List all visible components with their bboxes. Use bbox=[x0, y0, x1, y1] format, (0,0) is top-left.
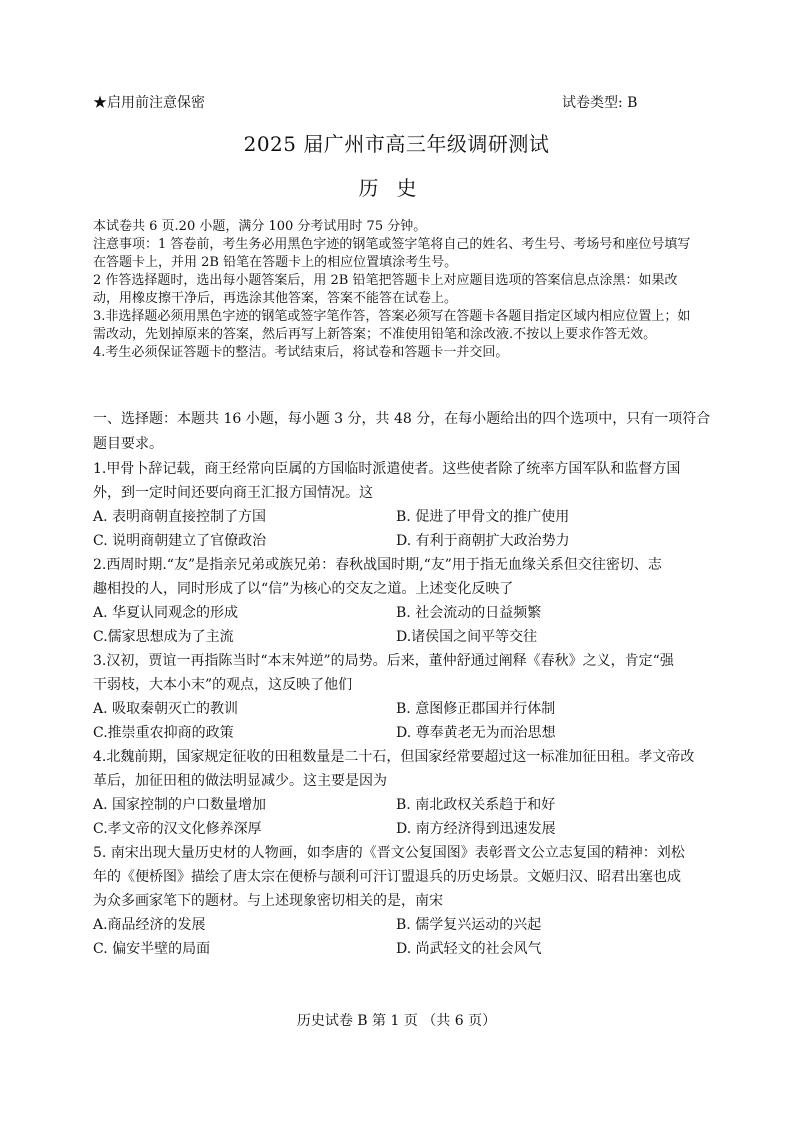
question-1-option-a: A. 表明商朝直接控制了方国 bbox=[93, 509, 267, 525]
question-5-option-b: B. 儒学复兴运动的兴起 bbox=[396, 917, 542, 933]
question-5-stem: 年的《便桥图》描绘了唐太宗在便桥与颉利可汗订盟退兵的历史场景。文姬归汉、昭君出塞也成 bbox=[93, 869, 681, 885]
question-2-option-b: B. 社会流动的日益频繁 bbox=[396, 605, 542, 621]
question-4-stem: 革后，加征田租的做法明显减少。这主要是因为 bbox=[93, 773, 387, 789]
question-3-stem: 干弱枝，大本小末”的观点，这反映了他们 bbox=[93, 677, 353, 693]
question-2-stem: 2.西周时期.“友”是指亲兄弟或族兄弟：春秋战国时期,“友”用于指无血缘关系但交往密切、志 bbox=[93, 557, 662, 573]
question-3-option-a: A. 吸取秦朝灭亡的教训 bbox=[93, 701, 239, 717]
question-3-stem: 3.汉初，贾谊一再指陈当时“本末舛逆”的局势。后来，董仲舒通过阐释《春秋》之义，肯定“强 bbox=[93, 653, 674, 669]
question-5-option-a: A.商品经济的发展 bbox=[93, 917, 206, 933]
question-3-option-c: C.推崇重农抑商的政策 bbox=[93, 725, 234, 741]
question-4-stem: 4.北魏前期，国家规定征收的田租数量是二十石，但国家经常要超过这一标准加征田租。孝文帝改 bbox=[93, 749, 695, 765]
question-4-option-a: A. 国家控制的户口数量增加 bbox=[93, 797, 267, 813]
question-5-option-c: C. 偏安半壁的局面 bbox=[93, 941, 211, 957]
question-3-option-d: D. 尊奉黄老无为而治思想 bbox=[396, 725, 556, 741]
question-5-stem: 为众多画家笔下的题材。与上述现象密切相关的是，南宋 bbox=[93, 893, 443, 909]
question-5-option-d: D. 尚武轻文的社会风气 bbox=[396, 941, 542, 957]
question-1-option-b: B. 促进了甲骨文的推广使用 bbox=[396, 509, 570, 525]
instruction-line: 4.考生必须保证答题卡的整洁。考试结束后，将试卷和答题卡一并交回。 bbox=[93, 345, 509, 360]
instruction-line: 3.非选择题必须用黑色字迹的钢笔或签字笔作答，答案必须写在答题卡各题目指定区域内相应位置上；如需改动，先划掉原来的答案，然后再写上新答案；不准使用铅笔和涂改液.不按以上要求作答无效。 bbox=[93, 309, 691, 342]
question-2-stem: 趣相投的人，同时形成了以“信”为核心的交友之道。上述变化反映了 bbox=[93, 581, 514, 597]
exam-instructions bbox=[93, 218, 703, 362]
question-1-option-d: D. 有利于商朝扩大政治势力 bbox=[396, 533, 570, 549]
paper-type: 试卷类型: B bbox=[562, 95, 638, 111]
question-4-option-b: B. 南北政权关系趋于和好 bbox=[396, 797, 556, 813]
question-4-option-c: C.孝文帝的汉文化修养深厚 bbox=[93, 821, 262, 837]
exam-title: 2025 届广州市高三年级调研测试 bbox=[243, 132, 550, 156]
question-1-stem: 外，到一定时间还要向商王汇报方国情况。这 bbox=[93, 485, 373, 501]
subject-title: 历史 bbox=[358, 176, 435, 200]
section-heading-cont: 题目要求。 bbox=[93, 436, 163, 452]
question-2-option-d: D.诸侯国之间平等交往 bbox=[396, 629, 538, 645]
question-3-option-b: B. 意图修正郡国并行体制 bbox=[396, 701, 556, 717]
instruction-line: 注意事项：1 答卷前，考生务必用黑色字迹的钢笔或签字笔将自己的姓名、考生号、考场号和座位号填写在答题卡上，并用 2B 铅笔在答题卡上的相应位置填涂考生号。 bbox=[93, 237, 691, 270]
question-1-option-c: C. 说明商朝建立了官僚政治 bbox=[93, 533, 267, 549]
page-footer: 历史试卷 B 第 1 页 （共 6 页） bbox=[296, 1013, 497, 1029]
section-heading: 一、选择题：本题共 16 小题，每小题 3 分，共 48 分，在每小题给出的四个选项中，只有一项符合 bbox=[93, 411, 711, 427]
question-4-option-d: D. 南方经济得到迅速发展 bbox=[396, 821, 556, 837]
instruction-line: 2 作答选择题时，选出每小题答案后，用 2B 铅笔把答题卡上对应题目选项的答案信息点涂黑：如果改动，用橡皮擦干净后，再选涂其他答案，答案不能答在试卷上。 bbox=[93, 273, 678, 306]
confidential-mark: ★启用前注意保密 bbox=[93, 95, 205, 111]
question-2-option-a: A. 华夏认同观念的形成 bbox=[93, 605, 239, 621]
question-2-option-c: C.儒家思想成为了主流 bbox=[93, 629, 234, 645]
question-1-stem: 1.甲骨卜辞记载，商王经常向臣属的方国临时派遣使者。这些使者除了统率方国军队和监督方国 bbox=[93, 461, 681, 477]
question-5-stem: 5. 南宋出现大量历史材的人物画，如李唐的《晋文公复国图》表彰晋文公立志复国的精神：刘松 bbox=[93, 845, 685, 861]
instruction-line: 本试卷共 6 页.20 小题，满分 100 分考试用时 75 分钟。 bbox=[93, 219, 427, 234]
